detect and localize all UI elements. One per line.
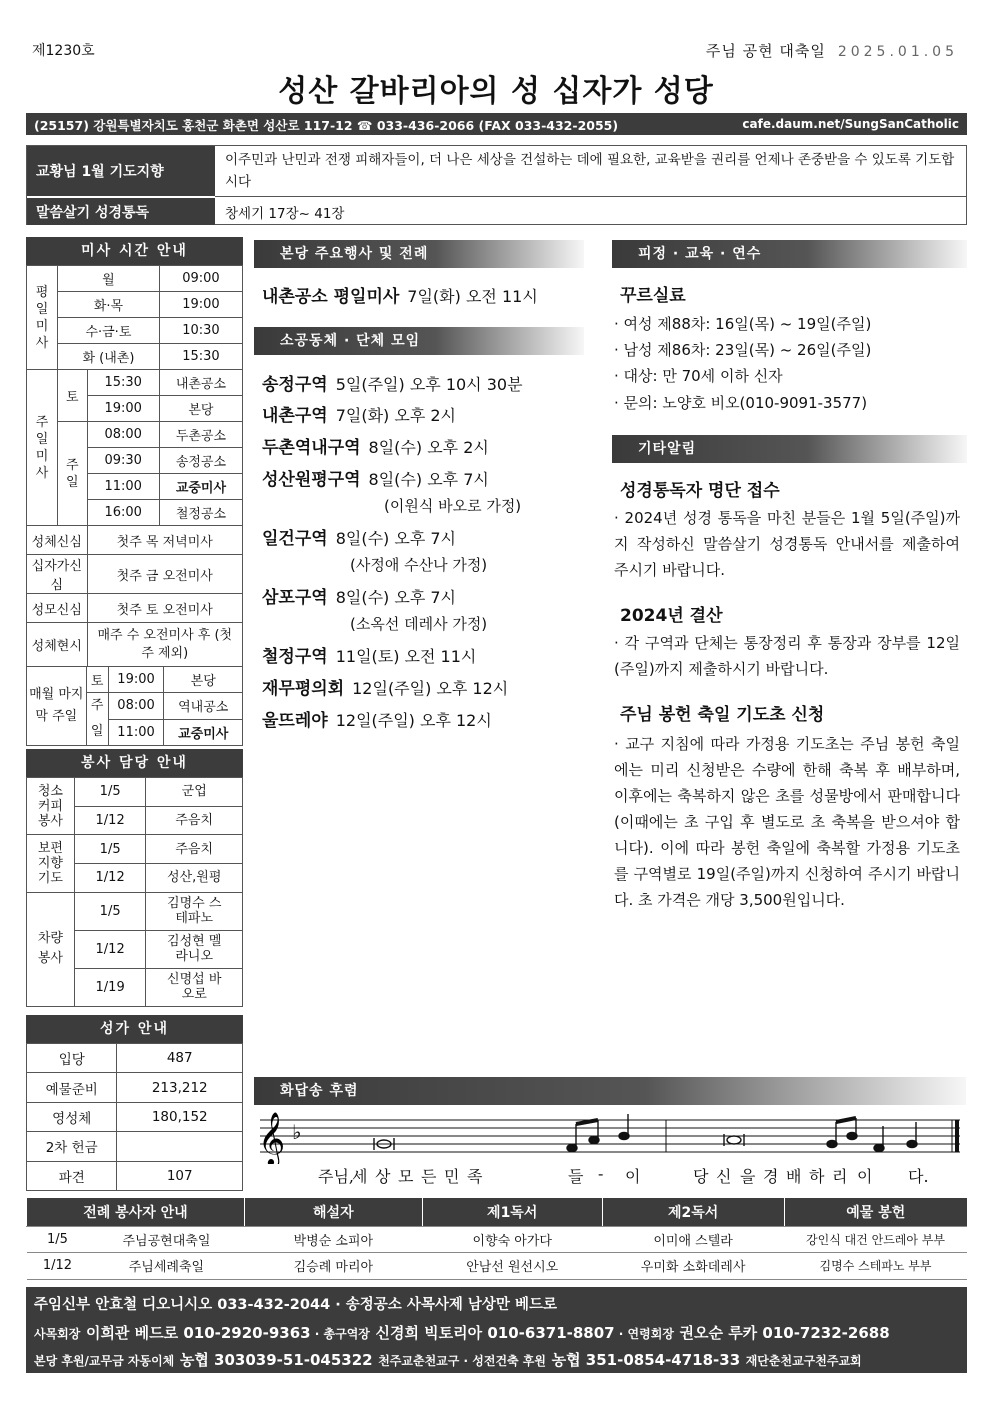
footer-line-3: [34, 1349, 862, 1370]
liturgy-feast: 주님공현대축일: [88, 1226, 244, 1253]
group-name: 송정구역: [262, 375, 328, 395]
sun-time: 09:30: [87, 448, 159, 474]
group-name: 철정구역: [262, 647, 328, 667]
lyric-syllable: 주님,: [318, 1167, 354, 1186]
treble-clef-icon: 𝄞: [258, 1111, 286, 1164]
footer-label: 천주교춘천교구 · 성전건축 후원: [378, 1354, 546, 1368]
weekday-time: 19:00: [159, 292, 242, 318]
lyric-syllable: 족: [467, 1167, 483, 1186]
event-detail: 7일(화) 오전 11시: [407, 287, 538, 306]
last-time: 11:00: [108, 719, 164, 746]
last-day: 토: [86, 667, 108, 693]
sun-place: 두촌공소: [159, 422, 242, 448]
offertory: 강인식 대건 안드레아 부부: [784, 1226, 967, 1253]
saturday-label: 토: [57, 370, 87, 422]
hymn-title: 성가 안내: [26, 1015, 243, 1043]
footer-contact: 신경희 빅토리아 010-6371-8807: [375, 1324, 615, 1342]
footer-label: · 총구역장: [310, 1327, 370, 1341]
last-place: 역내공소: [164, 693, 243, 720]
service-who: 성산,원평: [146, 864, 243, 893]
devotion-name: 십자가신심: [27, 555, 88, 594]
sunday-label: 주일미사: [27, 370, 58, 526]
weekday-time: 10:30: [159, 318, 242, 344]
group-detail: 8일(수) 오후 7시: [335, 529, 456, 548]
retreat-section-header: 피정 · 교육 · 연수: [612, 240, 967, 268]
lyric-syllable: 당: [693, 1167, 709, 1186]
group-detail: 5일(주일) 오후 10시 30분: [335, 375, 523, 394]
feast-name: 주님 공현 대축일: [705, 42, 826, 60]
service-date: 1/5: [74, 835, 146, 864]
service-who: 신명섭 바오로: [146, 968, 243, 1006]
lyric-syllable: 경: [763, 1167, 779, 1186]
bible-reading-label: 말씀살기 성경통독: [27, 198, 215, 225]
col-header: 제2독서: [602, 1198, 784, 1226]
retreat-bullet: · 문의: 노양호 비오(010-9091-3577): [614, 394, 868, 412]
group-item: [262, 465, 489, 490]
footer-contact: 권오순 루카 010-7232-2688: [679, 1324, 890, 1342]
last-place: 교중미사: [164, 719, 243, 746]
mass-schedule-title: 미사 시간 안내: [26, 237, 243, 265]
lyric-syllable: -: [598, 1164, 604, 1183]
group-name: 두촌역내구역: [262, 438, 361, 458]
hymn-number: 180,152: [117, 1102, 243, 1131]
service-date: 1/19: [74, 968, 146, 1006]
footer-account: 농협 303039-51-045322: [179, 1351, 373, 1369]
first-reader: 이향숙 아가다: [422, 1226, 602, 1253]
flat-sign-icon: ♭: [292, 1120, 302, 1144]
hymn-name: 예물준비: [27, 1073, 117, 1102]
event-item: [262, 282, 538, 307]
footer-label: · 연령회장: [614, 1327, 674, 1341]
weekday-day: 화·목: [57, 292, 159, 318]
footer-account: 농협 351-0854-4718-33: [551, 1351, 741, 1369]
retreat-bullet: · 남성 제86차: 23일(목) ~ 26일(주일): [614, 341, 872, 359]
footer-line-1: 주임신부 안효철 디오니시오 033-432-2044 · 송정공소 사목사제 남상만 베드로: [34, 1297, 558, 1313]
footer-contact: 이희관 베드로 010-2920-9363: [85, 1324, 311, 1342]
service-who: 주음치: [146, 806, 243, 835]
notice-heading: 주님 봉헌 축일 기도초 신청: [620, 705, 825, 725]
hymn-name: 2차 헌금: [27, 1132, 117, 1161]
lyric-syllable: 신: [716, 1167, 732, 1186]
service-who: 주음치: [146, 835, 243, 864]
lyric-syllable: 을: [740, 1167, 756, 1186]
footer-label: 본당 후원/교무금 자동이체: [34, 1354, 175, 1368]
group-item: [262, 433, 489, 458]
second-reader: 우미화 소화데레사: [602, 1253, 784, 1280]
footer-contacts: [26, 1287, 967, 1373]
commentator: 김승례 마리아: [244, 1253, 422, 1280]
first-reader: 안남선 원선시오: [422, 1253, 602, 1280]
liturgy-date: 1/5: [27, 1226, 89, 1253]
group-detail: 8일(수) 오후 7시: [368, 470, 489, 489]
hymn-number: [117, 1132, 243, 1161]
service-who: 김성현 멜라니오: [146, 930, 243, 968]
group-item: [262, 706, 492, 731]
music-staff: [254, 1108, 966, 1164]
psalm-section-header: 화답송 후렴: [254, 1077, 966, 1105]
sun-time: 16:00: [87, 500, 159, 526]
lyric-syllable: 민: [444, 1167, 460, 1186]
group-detail: 12일(주일) 오후 12시: [352, 679, 509, 698]
retreat-heading: 꾸르실료: [620, 286, 686, 306]
devotion-when: 첫주 목 저녁미사: [87, 526, 242, 555]
devotion-when: 첫주 토 오전미사: [87, 594, 242, 623]
service-group: 청소 커피 봉사: [27, 778, 75, 835]
lyric-syllable: 다.: [908, 1167, 929, 1186]
group-detail: 12일(주일) 오후 12시: [335, 711, 492, 730]
group-detail: 8일(수) 오후 2시: [368, 438, 489, 457]
weekday-day: 월: [57, 266, 159, 292]
group-name: 성산원평구역: [262, 470, 361, 490]
intention-text: 이주민과 난민과 전쟁 피해자들이, 더 나은 세상을 건설하는 데에 필요한, 교육받을 권리를 언제나 존중받을 수 있도록 기도합시다: [225, 152, 955, 190]
group-item: [262, 583, 456, 608]
lyric-syllable: 든: [421, 1167, 437, 1186]
groups-section-header: 소공동체 · 단체 모임: [254, 327, 584, 355]
notice-text: · 교구 지침에 따라 가정용 기도초는 주님 봉헌 축일에는 미리 신청받은 수량에 한해 축복 후 배부하며, 이후에는 축복하지 않은 초를 성물방에서 판매합니다(이때에는 초 구입 후 별도로 초 축복을 받으셔야 합니다). 이에 따라 봉헌 축일에 축복할 가정용 기도초를 구역별로 19일(주일)까지 신청하여 주시기 바랍니다. 초 가격은 개당 3,500원입니다.: [614, 735, 960, 909]
notice-text: · 2024년 성경 통독을 마친 분들은 1월 5일(주일)까지 작성하신 말씀살기 성경통독 안내서를 제출하여 주시기 바랍니다.: [614, 509, 960, 579]
group-name: 재무평의회: [262, 679, 345, 699]
last-day: 주일: [86, 693, 108, 746]
last-place: 본당: [164, 667, 243, 693]
col-header: 예물 봉헌: [784, 1198, 967, 1226]
retreat-bullet: · 대상: 만 70세 이하 신자: [614, 367, 783, 385]
hymn-number: 107: [117, 1161, 243, 1190]
col-header: 전례 봉사자 안내: [27, 1198, 245, 1226]
group-host: (이원식 바오로 가정): [384, 497, 522, 515]
hymn-guide: [26, 1015, 243, 1191]
lyric-syllable: 이: [625, 1167, 641, 1186]
devotion-when: 첫주 금 오전미사: [87, 555, 242, 594]
lyric-syllable: 하: [809, 1167, 825, 1186]
sun-label: 주일: [57, 422, 87, 526]
notice-heading: 2024년 결산: [620, 606, 723, 626]
bible-reading-text: 창세기 17장~ 41장: [225, 206, 345, 222]
service-schedule: [26, 749, 243, 1007]
service-date: 1/12: [74, 864, 146, 893]
weekday-day: 수·금·토: [57, 318, 159, 344]
address-bar: [26, 113, 967, 135]
footer-label: 재단춘천교구천주교회: [745, 1354, 862, 1368]
group-item: [262, 401, 456, 426]
group-detail: 11일(토) 오전 11시: [335, 647, 477, 666]
sun-place: 교중미사: [159, 474, 242, 500]
group-name: 삼포구역: [262, 588, 328, 608]
feast-line: [706, 40, 958, 61]
second-reader: 이미애 스텔라: [602, 1226, 784, 1253]
group-detail: 8일(수) 오후 7시: [335, 588, 456, 607]
service-group: 보편 지향 기도: [27, 835, 75, 892]
notice-text: · 각 구역과 단체는 통장정리 후 통장과 장부를 12일(주일)까지 제출하시기 바랍니다.: [614, 634, 960, 678]
group-item: [262, 674, 508, 699]
weekday-time: 09:00: [159, 266, 242, 292]
devotion-name: 성모신심: [27, 594, 88, 623]
weekday-label: 평일미사: [27, 266, 58, 370]
devotion-name: 성체현시: [27, 623, 88, 667]
weekday-day: 화 (내촌): [57, 344, 159, 370]
retreat-bullet: · 여성 제88차: 16일(목) ~ 19일(주일): [614, 315, 872, 333]
devotion-when: 매주 수 오전미사 후 (첫 주 제외): [87, 623, 242, 667]
lyric-syllable: 리: [832, 1167, 848, 1186]
group-detail: 7일(화) 오후 2시: [335, 406, 456, 425]
sun-place: 송정공소: [159, 448, 242, 474]
group-name: 울뜨레야: [262, 711, 328, 731]
devotion-name: 성체신심: [27, 526, 88, 555]
group-item: [262, 642, 476, 667]
sat-place: 본당: [159, 396, 242, 422]
offertory: 김명수 스테파노 부부: [784, 1253, 967, 1280]
mass-schedule: [26, 237, 243, 746]
service-who: 김명수 스테파노: [146, 892, 243, 930]
issue-number: 제1230호: [32, 43, 95, 59]
bulletin-date: 2025.01.05: [837, 44, 958, 60]
group-item: [262, 370, 523, 395]
website-link[interactable]: cafe.daum.net/SungSanCatholic: [742, 117, 959, 131]
prayer-intention-box: [26, 145, 967, 225]
weekday-time: 15:30: [159, 344, 242, 370]
lyric-syllable: 들: [568, 1167, 584, 1186]
lyric-syllable: 배: [786, 1167, 802, 1186]
hymn-name: 입당: [27, 1044, 117, 1073]
group-item: [262, 524, 456, 549]
lyric-syllable: 상: [375, 1167, 391, 1186]
table-row: [27, 1253, 968, 1280]
intention-label: 교황님 1월 기도지향: [27, 146, 215, 196]
group-name: 내촌구역: [262, 406, 328, 426]
notices-section-header: 기타알림: [612, 435, 967, 463]
liturgy-feast: 주님세례축일: [88, 1253, 244, 1280]
col-header: 제1독서: [422, 1198, 602, 1226]
sat-time: 19:00: [87, 396, 159, 422]
notice-heading: 성경통독자 명단 접수: [620, 481, 780, 501]
sun-place: 철정공소: [159, 500, 242, 526]
hymn-number: 487: [117, 1044, 243, 1073]
service-group: 차량 봉사: [27, 892, 75, 1006]
service-date: 1/5: [74, 778, 146, 807]
col-header: 해설자: [244, 1198, 422, 1226]
liturgy-date: 1/12: [27, 1253, 89, 1280]
commentator: 박병순 소피아: [244, 1226, 422, 1253]
footer-line-2: [34, 1322, 890, 1343]
liturgy-servers-table: [26, 1198, 967, 1280]
lyric-syllable: 이: [857, 1167, 873, 1186]
sat-time: 15:30: [87, 370, 159, 396]
lyric-syllable: 모: [398, 1167, 414, 1186]
service-who: 군업: [146, 778, 243, 807]
service-date: 1/12: [74, 930, 146, 968]
group-host: (사정애 수산나 가정): [350, 556, 488, 574]
divider: [215, 196, 966, 197]
group-host: (소옥선 데레사 가정): [350, 615, 488, 633]
events-section-header: 본당 주요행사 및 전례: [254, 240, 584, 268]
last-sunday-label: 매월 마지막 주일: [27, 667, 87, 746]
last-time: 19:00: [108, 667, 164, 693]
event-name: 내촌공소 평일미사: [262, 287, 400, 307]
sun-time: 08:00: [87, 422, 159, 448]
footer-label: 사목회장: [34, 1327, 81, 1341]
hymn-number: 213,212: [117, 1073, 243, 1102]
address: (25157) 강원특별자치도 홍천군 화촌면 성산로 117-12 ☎ 033-436-2066 (FAX 033-432-2055): [34, 118, 619, 133]
hymn-name: 파견: [27, 1161, 117, 1190]
table-row: [27, 1226, 968, 1253]
hymn-name: 영성체: [27, 1102, 117, 1131]
group-name: 일건구역: [262, 529, 328, 549]
lyric-syllable: 세: [352, 1167, 368, 1186]
page-title: 성산 갈바리아의 성 십자가 성당: [278, 74, 714, 109]
service-date: 1/12: [74, 806, 146, 835]
sat-place: 내촌공소: [159, 370, 242, 396]
service-title: 봉사 담당 안내: [26, 749, 243, 777]
sun-time: 11:00: [87, 474, 159, 500]
last-time: 08:00: [108, 693, 164, 720]
service-date: 1/5: [74, 892, 146, 930]
